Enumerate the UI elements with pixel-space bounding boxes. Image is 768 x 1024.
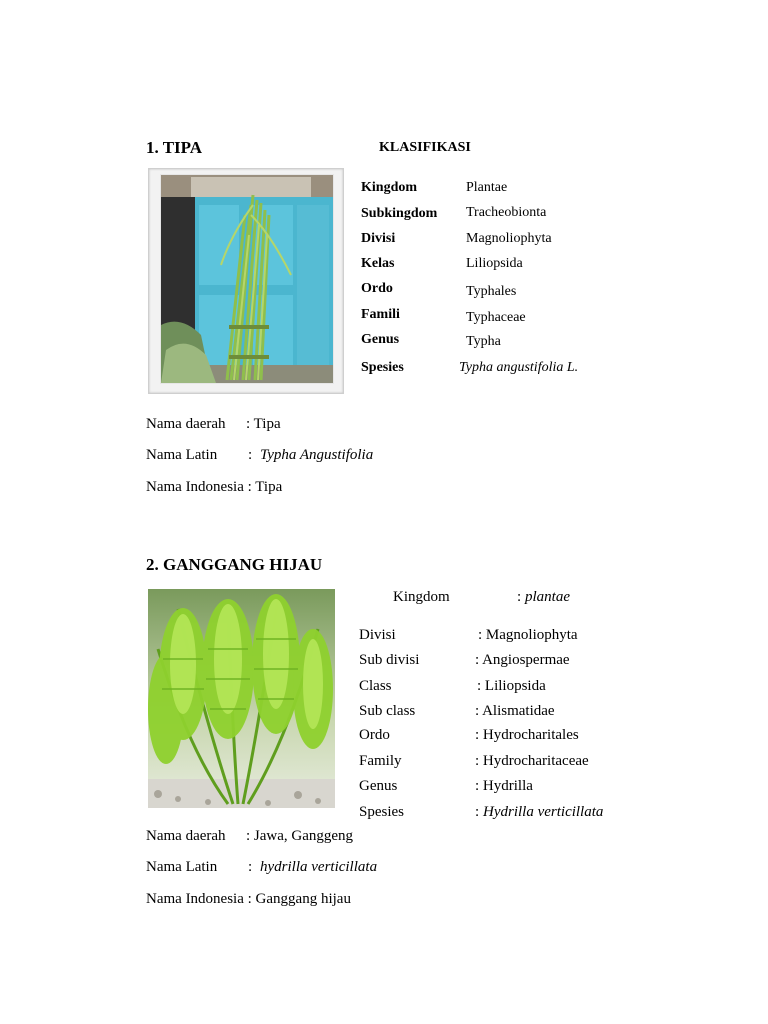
- nama-latin-value-2: hydrilla verticillata: [260, 859, 378, 875]
- class-label-sub-divisi: Sub divisi: [359, 652, 420, 668]
- ganggang-photo: [148, 589, 335, 808]
- nama-latin-value: Typha Angustifolia: [260, 447, 374, 463]
- klasifikasi-value-ordo: Typhales: [466, 284, 517, 299]
- nama-indonesia-line: Nama Indonesia : Tipa: [146, 479, 283, 495]
- klasifikasi-label-ordo: Ordo: [361, 281, 393, 296]
- kingdom-value: plantae: [525, 589, 570, 605]
- class-value-sub-class: : Alismatidae: [475, 703, 555, 719]
- klasifikasi-value-genus: Typha: [466, 334, 501, 349]
- klasifikasi-label-spesies: Spesies: [361, 360, 404, 375]
- klasifikasi-value-divisi: Magnoliophyta: [466, 231, 552, 246]
- kingdom-label: Kingdom: [393, 589, 450, 605]
- nama-latin-label-2: Nama Latin: [146, 859, 218, 875]
- klasifikasi-value-kingdom: Plantae: [466, 180, 508, 195]
- class-value-class: : Liliopsida: [477, 678, 546, 694]
- klasifikasi-value-kelas: Liliopsida: [466, 256, 523, 271]
- nama-latin-label: Nama Latin: [146, 447, 218, 463]
- nama-daerah-label-2: Nama daerah: [146, 828, 226, 844]
- nama-latin-colon-2: :: [248, 859, 253, 875]
- nama-latin-colon: :: [248, 447, 253, 463]
- klasifikasi-value-spesies: Typha angustifolia L.: [459, 360, 579, 375]
- klasifikasi-label-famili: Famili: [361, 307, 400, 322]
- section-1-heading: 1. TIPA: [146, 138, 203, 157]
- class-value-ordo: : Hydrocharitales: [475, 727, 579, 743]
- class-label-spesies: Spesies: [359, 804, 404, 820]
- class-value-family: : Hydrocharitaceae: [475, 753, 589, 769]
- klasifikasi-label-subkingdom: Subkingdom: [361, 206, 438, 221]
- klasifikasi-value-subkingdom: Tracheobionta: [466, 205, 547, 220]
- ganggang-photo-illustration: [148, 589, 335, 808]
- section-2-heading: 2. GANGGANG HIJAU: [146, 555, 323, 574]
- kingdom-colon: :: [517, 589, 522, 605]
- klasifikasi-label-divisi: Divisi: [361, 231, 396, 246]
- class-value-sub-divisi: : Angiospermae: [475, 652, 570, 668]
- nama-daerah-label: Nama daerah: [146, 416, 226, 432]
- klasifikasi-value-famili: Typhaceae: [466, 310, 526, 325]
- class-label-family: Family: [359, 753, 402, 769]
- nama-daerah-value-2: : Jawa, Ganggeng: [246, 828, 354, 844]
- klasifikasi-label-kingdom: Kingdom: [361, 180, 418, 195]
- class-colon-spesies: :: [475, 804, 480, 820]
- nama-daerah-value: : Tipa: [246, 416, 281, 432]
- tipa-photo: [160, 174, 334, 384]
- class-value-genus: : Hydrilla: [475, 778, 533, 794]
- klasifikasi-label-genus: Genus: [361, 332, 400, 347]
- class-label-sub-class: Sub class: [359, 703, 416, 719]
- tipa-photo-illustration: [161, 175, 333, 383]
- class-value-spesies: Hydrilla verticillata: [483, 804, 604, 820]
- class-label-genus: Genus: [359, 778, 398, 794]
- class-value-divisi: : Magnoliophyta: [478, 627, 578, 643]
- class-label-class: Class: [359, 678, 392, 694]
- class-label-divisi: Divisi: [359, 627, 396, 643]
- klasifikasi-label-kelas: Kelas: [361, 256, 395, 271]
- class-label-ordo: Ordo: [359, 727, 390, 743]
- nama-indonesia-line-2: Nama Indonesia : Ganggang hijau: [146, 891, 351, 907]
- klasifikasi-heading: KLASIFIKASI: [379, 140, 471, 155]
